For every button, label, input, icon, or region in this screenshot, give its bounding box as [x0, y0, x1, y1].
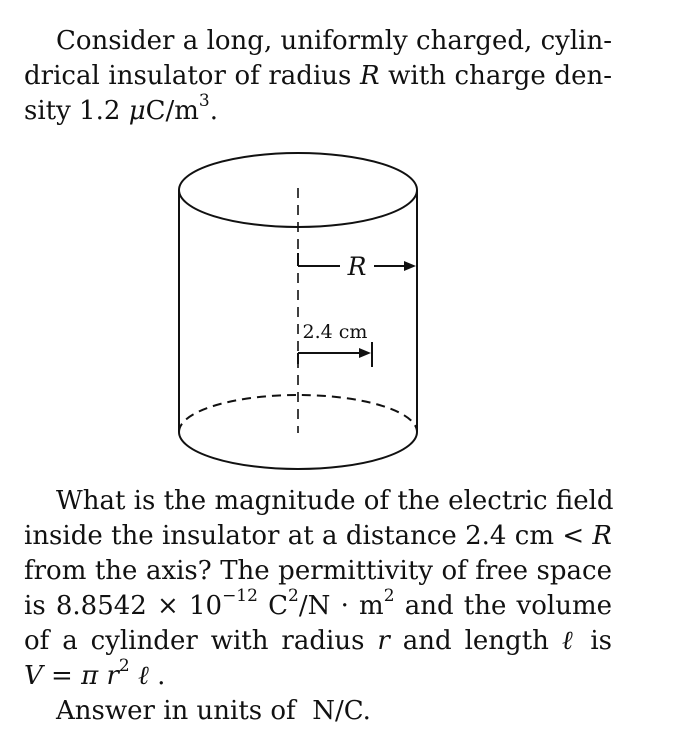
intro-text: sity 1.2: [24, 96, 129, 126]
cylinder-figure: [168, 148, 428, 478]
length-variable: ℓ: [129, 661, 149, 691]
radius-variable: R: [592, 521, 612, 551]
equals-sign: =: [42, 661, 82, 691]
question-text: inside the insulator at a distance 2.4 cm <: [24, 521, 593, 551]
cylinder-bottom-front-arc: [179, 432, 417, 469]
charge-density-unit: C/m: [145, 96, 199, 126]
answer-prompt: Answer in units of N/C.: [56, 696, 371, 726]
radius-label: R: [347, 252, 367, 281]
question-text: and length: [389, 626, 562, 656]
intro-line-3: [24, 91, 612, 129]
intro-text: .: [209, 96, 218, 126]
distance-label: 2.4 cm: [302, 321, 368, 343]
intro-text: drical insulator of radius: [24, 61, 360, 91]
volume-formula: [24, 656, 612, 694]
question-line-3: from the axis? The permittivity of free space: [24, 556, 612, 586]
radius-exponent: 2: [118, 656, 130, 677]
meter-exponent: 2: [383, 586, 395, 607]
question-text: /N · m: [298, 591, 384, 621]
coulomb-exponent: 2: [288, 586, 299, 607]
question-text: C: [257, 591, 289, 621]
question-paragraph: [24, 484, 612, 729]
intro-paragraph: [24, 24, 612, 129]
question-line-5: [24, 624, 612, 659]
question-line-1: What is the magnitude of the electric field: [56, 486, 614, 516]
question-line-4: [24, 586, 612, 624]
question-text: and the volume: [394, 591, 612, 621]
question-text: is 8.8542 × 10: [24, 591, 223, 621]
length-variable: ℓ: [561, 626, 578, 656]
intro-line-2: [24, 59, 612, 94]
period: .: [148, 661, 166, 691]
intro-text: with charge den-: [379, 61, 612, 91]
mu-symbol: μ: [128, 96, 146, 126]
radius-r-variable: r: [377, 626, 390, 656]
intro-line-1: Consider a long, uniformly charged, cylin-: [56, 26, 612, 56]
question-text: of a cylinder with radius: [24, 626, 378, 656]
volume-variable: V: [24, 661, 43, 691]
question-text: is: [577, 626, 612, 656]
distance-arrowhead: [359, 348, 371, 358]
unit-exponent: 3: [198, 91, 210, 112]
radius-r-variable: r: [98, 661, 119, 691]
radius-variable: R: [359, 61, 380, 91]
pi-symbol: π: [81, 661, 99, 691]
question-line-2: [24, 519, 612, 554]
radius-arrowhead: [404, 261, 416, 271]
permittivity-exponent: −12: [222, 586, 258, 607]
